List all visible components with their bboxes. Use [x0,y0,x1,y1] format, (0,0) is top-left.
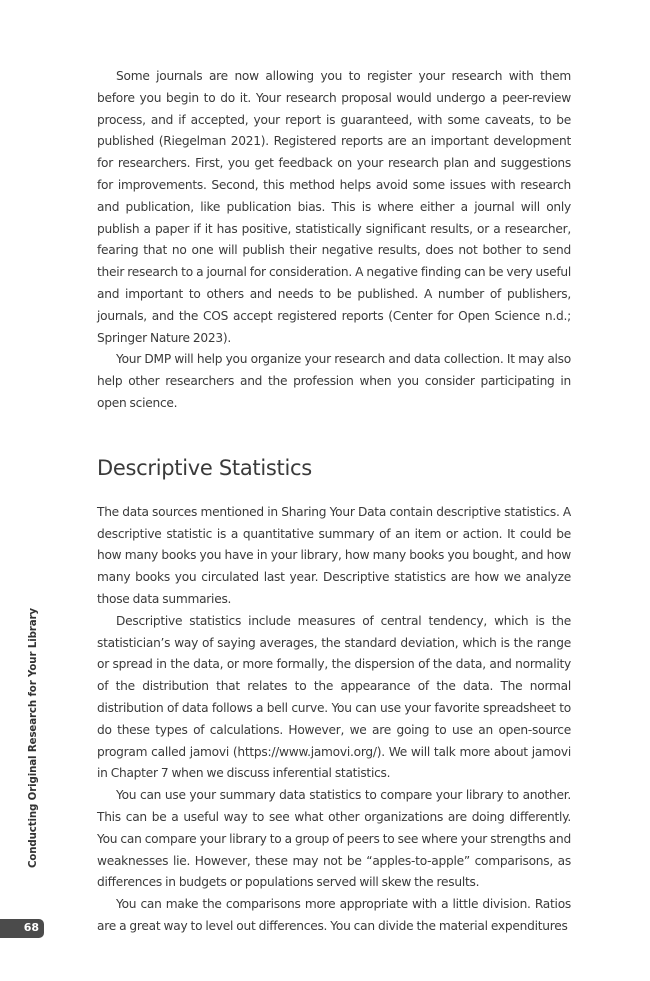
paragraph-descriptive-intro: The data sources mentioned in Sharing Your Data contain descriptive statistics. A descriptive statistic is a quantitative summary of an item or action. It could be how many books you have in your library, how many books you bought, and how many books you circulated last year. Descriptive statistics are how we analyze those data summaries. [97,504,571,606]
paragraph-central-tendency: Descriptive statistics include measures of central tendency, which is the statistician’s way of saying averages, the standard deviation, which is the range or spread in the data, or more formally, the dispersion of the data, and normality of the distribution that relates to the appearance of the data. The normal distribution of data follows a bell curve. You can use your favorite spreadsheet to do these types of calculations. However, we are going to use an open-source program called jamovi (https://www.jamovi.org/). We will talk more about jamovi in Chapter 7 when we discuss inferential statistics. [97,613,571,781]
section-heading: Descriptive Statistics [97,455,312,480]
paragraph-comparisons: You can use your summary data statistics to compare your library to another. This can be a useful way to see what other organizations are doing differently. You can compare your library to a group of peers to see where your strengths and weaknesses lie. However, these may not be “apples-to-apple” comparisons, as differences in budgets or populations served will skew the results. [97,788,571,890]
running-head: Conducting Original Research for Your Library [28,608,39,868]
page-number: 68 [23,921,39,934]
paragraph-dmp: Your DMP will help you organize your research and data collection. It may also help other researchers and the profession when you consider participating in open science. [97,352,571,410]
page-number-tab [0,919,44,938]
paragraph-registered-reports: Some journals are now allowing you to register your research with them before you begin to do it. Your research proposal would undergo a peer-review process, and if accepted, your report is guaranteed, with some caveats, to be published (Riegelman 2021). Registered reports are an important development for researchers. First, you get feedback on your research plan and suggestions for improvements. Second, this method helps avoid some issues with research and publication, like publication bias. This is where either a journal will only publish a paper if it has positive, statistically significant results, or a researcher, fearing that no one will publish their negative results, does not bother to send their research to a journal for consideration. A negative finding can be very useful and important to others and needs to be published. A number of publishers, journals, and the COS accept registered reports (Center for Open Science n.d.; Springer Nature 2023). [97,69,571,345]
paragraph-ratios: You can make the comparisons more appropriate with a little division. Ratios are a great way to level out differences. You can divide the material expenditures [97,897,571,933]
page-body [97,66,571,938]
